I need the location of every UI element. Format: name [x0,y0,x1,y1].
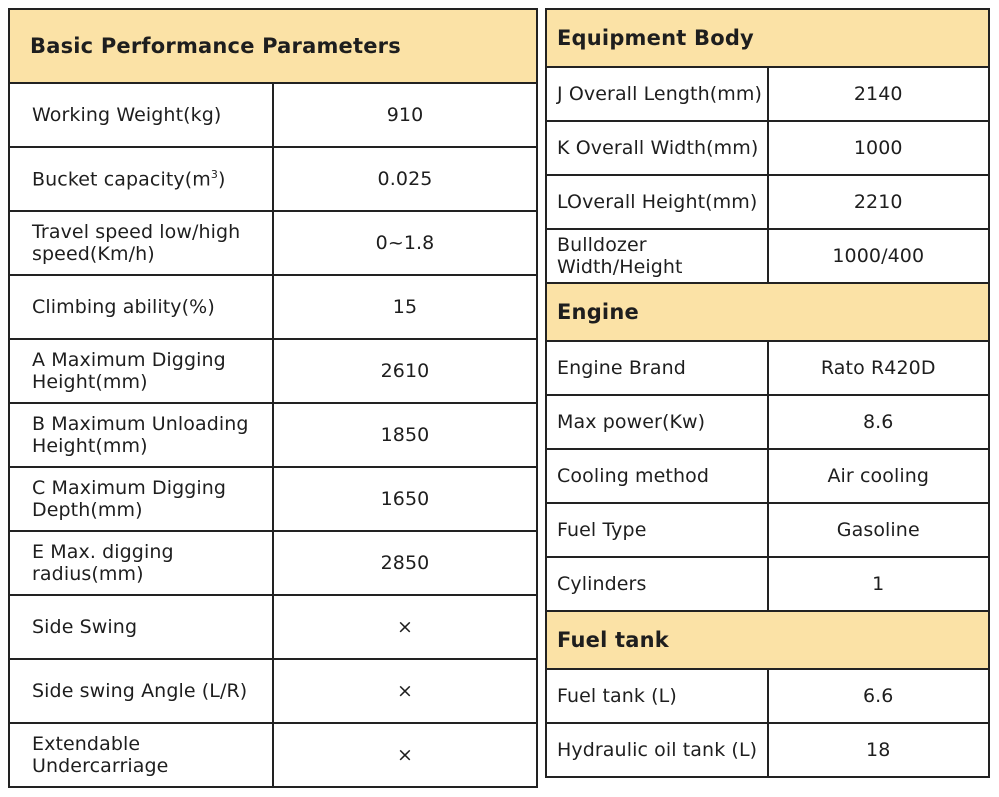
param-value: 1650 [273,467,537,531]
param-value: 15 [273,275,537,339]
param-value: 18 [768,723,990,777]
param-label: C Maximum Digging Depth(mm) [9,467,273,531]
param-label: Max power(Kw) [546,395,768,449]
table-row [546,175,989,229]
param-label: E Max. digging radius(mm) [9,531,273,595]
param-value: 1000/400 [768,229,990,283]
param-value: 0.025 [273,147,537,211]
table-row [9,83,537,147]
table-row [546,229,989,283]
table-row [546,395,989,449]
param-value: Air cooling [768,449,990,503]
param-value: 2850 [273,531,537,595]
table-row [546,67,989,121]
table-row [9,659,537,723]
table-row [9,147,537,211]
table-row [9,723,537,787]
table-row [546,449,989,503]
table-row [9,339,537,403]
param-label: Extendable Undercarriage [9,723,273,787]
param-value: 1850 [273,403,537,467]
section-header-basic-performance: Basic Performance Parameters [9,9,537,83]
param-label: Side swing Angle (L/R) [9,659,273,723]
section-header-equipment-body: Equipment Body [546,9,989,67]
table-row [9,595,537,659]
param-label: B Maximum Unloading Height(mm) [9,403,273,467]
param-label: A Maximum Digging Height(mm) [9,339,273,403]
basic-performance-table [8,8,538,788]
table-row [546,557,989,611]
param-label: Climbing ability(%) [9,275,273,339]
table-row [546,669,989,723]
section-header-engine: Engine [546,283,989,341]
param-label: Travel speed low/high speed(Km/h) [9,211,273,275]
table-row [9,275,537,339]
param-value: 6.6 [768,669,990,723]
equipment-specs-table [545,8,990,778]
param-value: 1 [768,557,990,611]
param-value: 2140 [768,67,990,121]
table-row [546,723,989,777]
param-value: × [273,595,537,659]
param-label: Fuel tank (L) [546,669,768,723]
param-label: Working Weight(kg) [9,83,273,147]
table-row [546,503,989,557]
param-label: K Overall Width(mm) [546,121,768,175]
param-value: 2210 [768,175,990,229]
table-row [546,341,989,395]
param-label: Side Swing [9,595,273,659]
param-value: × [273,723,537,787]
param-value: Gasoline [768,503,990,557]
table-row [9,211,537,275]
param-label: Cooling method [546,449,768,503]
param-label: Fuel Type [546,503,768,557]
section-header-fuel-tank: Fuel tank [546,611,989,669]
param-label: Hydraulic oil tank (L) [546,723,768,777]
param-value: × [273,659,537,723]
param-value: 1000 [768,121,990,175]
superscript: 3 [210,167,218,181]
table-row [546,121,989,175]
table-row [9,467,537,531]
param-label: J Overall Length(mm) [546,67,768,121]
param-label: Cylinders [546,557,768,611]
param-value: 8.6 [768,395,990,449]
param-label: LOverall Height(mm) [546,175,768,229]
param-value: 0~1.8 [273,211,537,275]
table-row [9,531,537,595]
table-row [9,403,537,467]
param-value: 910 [273,83,537,147]
param-label: Bulldozer Width/Height [546,229,768,283]
param-value: Rato R420D [768,341,990,395]
param-label: Bucket $capacity(m^3)$ [9,147,273,211]
param-label: Engine Brand [546,341,768,395]
param-value: 2610 [273,339,537,403]
